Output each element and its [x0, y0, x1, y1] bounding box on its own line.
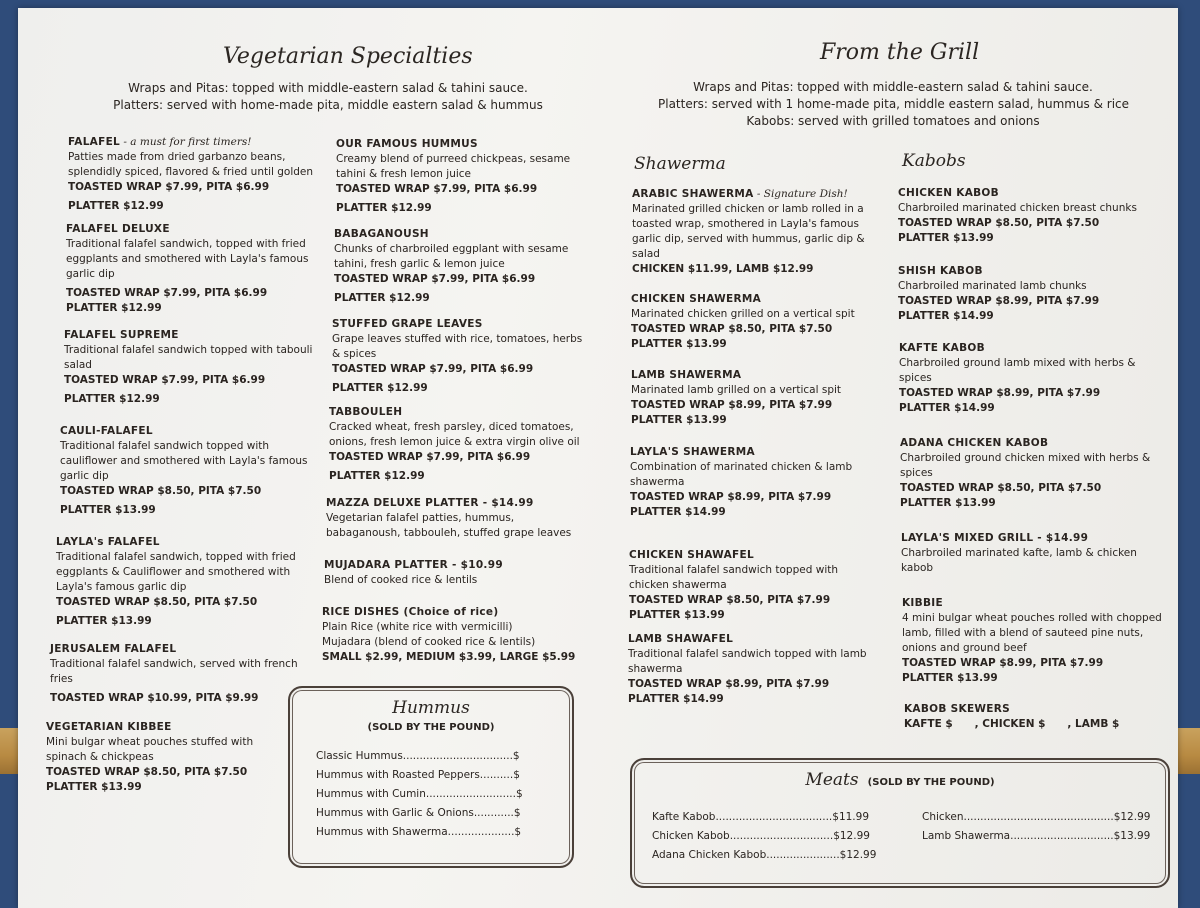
item-price: TOASTED WRAP $7.99, PITA $6.99 — [68, 181, 270, 193]
item-platter-price: PLATTER $14.99 — [628, 693, 724, 705]
item-price: CHICKEN $11.99, LAMB $12.99 — [632, 263, 814, 275]
item-desc: Traditional falafel sandwich topped with lamb shawerma — [628, 648, 867, 675]
item-desc: Traditional falafel sandwich topped with chicken shawerma — [629, 564, 839, 591]
item-price: TOASTED WRAP $8.50, PITA $7.50 — [60, 485, 262, 497]
item-name: STUFFED GRAPE LEAVES — [332, 318, 483, 330]
item-desc: Patties made from dried garbanzo beans, splendidly spiced, flavored & fried until golden — [68, 151, 314, 178]
item-name: FALAFEL DELUXE — [66, 223, 170, 235]
item-price: TOASTED WRAP $7.99, PITA $6.99 — [329, 451, 531, 463]
item-platter-price: PLATTER $13.99 — [56, 615, 152, 627]
item-name: VEGETARIAN KIBBEE — [46, 721, 172, 733]
item-desc: Vegetarian falafel patties, hummus, babaganoush, tabbouleh, stuffed grape leaves — [326, 512, 572, 539]
item-price: TOASTED WRAP $8.50, PITA $7.50 — [631, 323, 833, 335]
item-platter-price: PLATTER $12.99 — [336, 202, 432, 214]
item-desc: Charbroiled marinated lamb chunks — [898, 280, 1087, 292]
veg-intro-line-1: Wraps and Pitas: topped with middle-eastern salad & tahini sauce. — [128, 81, 528, 95]
menu-sheet — [18, 8, 1178, 908]
item-name: CAULI-FALAFEL — [60, 425, 153, 437]
item-price: TOASTED WRAP $10.99, PITA $9.99 — [50, 692, 259, 704]
grill-title: From the Grill — [820, 40, 980, 65]
item-platter-price: PLATTER $12.99 — [66, 302, 162, 314]
veg-intro — [108, 80, 548, 114]
item-name: KAFTE KABOB — [899, 342, 985, 354]
item-platter-price: PLATTER $14.99 — [898, 310, 994, 322]
item-platter-price: PLATTER $13.99 — [900, 497, 996, 509]
item-desc: Plain Rice (white rice with vermicilli) — [322, 621, 513, 633]
item-name: CHICKEN KABOB — [898, 187, 999, 199]
meats-line: Lamb Shawerma...............................$13.99 — [922, 830, 1151, 842]
hummus-box — [288, 686, 574, 868]
item-desc: Mini bulgar wheat pouches stuffed with spinach & chickpeas — [46, 736, 254, 763]
menu-item — [60, 424, 318, 518]
item-price: TOASTED WRAP $8.99, PITA $7.99 — [898, 295, 1100, 307]
item-platter-price: PLATTER $12.99 — [334, 292, 430, 304]
item-price: KAFTE $ , CHICKEN $ , LAMB $ — [904, 718, 1120, 730]
item-name: LAYLA'S MIXED GRILL - $14.99 — [901, 532, 1089, 544]
item-desc: Traditional falafel sandwich, topped with fried eggplants and smothered with Layla's famous garlic dip — [66, 238, 309, 280]
item-price: TOASTED WRAP $7.99, PITA $6.99 — [64, 374, 266, 386]
item-name: LAMB SHAWAFEL — [628, 633, 734, 645]
grill-intro-line-1: Wraps and Pitas: topped with middle-eastern salad & tahini sauce. — [693, 80, 1093, 94]
item-price: TOASTED WRAP $8.50, PITA $7.50 — [900, 482, 1102, 494]
item-name: LAYLA's FALAFEL — [56, 536, 160, 548]
meats-line: Chicken Kabob...............................$12.99 — [652, 830, 870, 842]
item-desc: Creamy blend of purreed chickpeas, sesame tahini & fresh lemon juice — [336, 153, 571, 180]
meats-line: Kafte Kabob...................................$11.99 — [652, 811, 870, 823]
veg-intro-line-2: Platters: served with home-made pita, middle eastern salad & hummus — [113, 98, 543, 112]
item-desc: Mujadara (blend of cooked rice & lentils) — [322, 636, 536, 648]
item-name: FALAFEL SUPREME — [64, 329, 179, 341]
item-name: BABAGANOUSH — [334, 228, 429, 240]
menu-item — [56, 535, 314, 629]
menu-item — [900, 436, 1162, 511]
item-name: CHICKEN SHAWERMA — [631, 293, 762, 305]
hummus-box-title: Hummus — [392, 698, 470, 718]
item-name: MAZZA DELUXE PLATTER - $14.99 — [326, 497, 534, 509]
menu-item — [46, 720, 282, 795]
item-platter-price: PLATTER $13.99 — [631, 414, 727, 426]
item-price: TOASTED WRAP $7.99, PITA $6.99 — [336, 183, 538, 195]
item-name: LAYLA'S SHAWERMA — [630, 446, 755, 458]
item-price: TOASTED WRAP $8.50, PITA $7.50 — [46, 766, 248, 778]
item-note: - a must for first timers! — [123, 136, 252, 148]
shawerma-heading: Shawerma — [634, 154, 726, 174]
meats-box-subtitle: (SOLD BY THE POUND) — [867, 777, 995, 788]
item-desc: Combination of marinated chicken & lamb shawerma — [630, 461, 853, 488]
item-platter-price: PLATTER $12.99 — [329, 470, 425, 482]
item-platter-price: PLATTER $13.99 — [902, 672, 998, 684]
item-name: JERUSALEM FALAFEL — [50, 643, 177, 655]
menu-item — [631, 292, 881, 352]
item-name: ARABIC SHAWERMA — [632, 188, 754, 200]
item-price: TOASTED WRAP $8.50, PITA $7.50 — [898, 217, 1100, 229]
item-desc: Traditional falafel sandwich topped with cauliflower and smothered with Layla's famous garlic dip — [60, 440, 308, 482]
item-desc: Charbroiled ground chicken mixed with herbs & spices — [900, 452, 1151, 479]
item-name: CHICKEN SHAWAFEL — [629, 549, 754, 561]
item-desc: Cracked wheat, fresh parsley, diced tomatoes, onions, fresh lemon juice & extra virgin olive oil — [329, 421, 580, 448]
item-platter-price: PLATTER $13.99 — [60, 504, 156, 516]
meats-box-title: Meats — [805, 770, 859, 790]
menu-item — [898, 264, 1154, 324]
hummus-line: Classic Hummus.................................$ — [316, 750, 520, 762]
menu-item — [632, 187, 882, 277]
menu-item — [324, 558, 574, 588]
item-name: KIBBIE — [902, 597, 943, 609]
menu-item — [322, 605, 584, 665]
item-desc: Traditional falafel sandwich, served with french fries — [50, 658, 298, 685]
item-price: SMALL $2.99, MEDIUM $3.99, LARGE $5.99 — [322, 651, 576, 663]
menu-item — [50, 642, 312, 706]
item-price: TOASTED WRAP $8.50, PITA $7.99 — [629, 594, 831, 606]
menu-item — [904, 702, 1166, 732]
menu-item — [334, 227, 584, 306]
item-desc: Charbroiled marinated chicken breast chunks — [898, 202, 1137, 214]
item-name: LAMB SHAWERMA — [631, 369, 742, 381]
item-name: ADANA CHICKEN KABOB — [900, 437, 1049, 449]
item-desc: Grape leaves stuffed with rice, tomatoes, herbs & spices — [332, 333, 583, 360]
item-platter-price: PLATTER $13.99 — [629, 609, 725, 621]
menu-item — [898, 186, 1154, 246]
item-desc: 4 mini bulgar wheat pouches rolled with chopped lamb, filled with a blend of sauteed pine nuts, onions and ground beef — [902, 612, 1162, 654]
item-platter-price: PLATTER $13.99 — [898, 232, 994, 244]
menu-item — [66, 222, 320, 316]
item-price: TOASTED WRAP $8.99, PITA $7.99 — [899, 387, 1101, 399]
item-name: OUR FAMOUS HUMMUS — [336, 138, 478, 150]
menu-item — [329, 405, 585, 484]
item-price: TOASTED WRAP $7.99, PITA $6.99 — [334, 273, 536, 285]
menu-item — [899, 341, 1155, 416]
menu-item — [901, 531, 1163, 576]
meats-right-list — [922, 808, 1150, 846]
meats-line: Chicken.............................................$12.99 — [922, 811, 1151, 823]
item-price: TOASTED WRAP $8.99, PITA $7.99 — [628, 678, 830, 690]
menu-item — [628, 632, 878, 707]
item-desc: Charbroiled ground lamb mixed with herbs & spices — [899, 357, 1136, 384]
grill-intro-line-3: Kabobs: served with grilled tomatoes and onions — [746, 114, 1040, 128]
item-price: TOASTED WRAP $8.50, PITA $7.50 — [56, 596, 258, 608]
item-platter-price: PLATTER $13.99 — [46, 781, 142, 793]
item-desc: Marinated lamb grilled on a vertical spit — [631, 384, 842, 396]
menu-item — [326, 496, 574, 541]
item-platter-price: PLATTER $14.99 — [899, 402, 995, 414]
item-desc: Marinated grilled chicken or lamb rolled in a toasted wrap, smothered in Layla's famous garlic dip, served with hummus, garlic dip & salad — [632, 203, 865, 260]
grill-intro — [658, 79, 1128, 130]
grill-intro-line-2: Platters: served with 1 home-made pita, middle eastern salad, hummus & rice — [658, 97, 1130, 111]
item-price: TOASTED WRAP $7.99, PITA $6.99 — [66, 287, 268, 299]
item-note: - Signature Dish! — [756, 188, 848, 200]
item-name: TABBOULEH — [329, 406, 403, 418]
hummus-line: Hummus with Shawerma....................$ — [316, 826, 522, 838]
hummus-box-subtitle: (SOLD BY THE POUND) — [367, 722, 495, 733]
item-desc: Traditional falafel sandwich, topped with fried eggplants & Cauliflower and smothered with Layla's famous garlic dip — [56, 551, 296, 593]
kabobs-heading: Kabobs — [902, 151, 966, 171]
item-platter-price: PLATTER $14.99 — [630, 506, 726, 518]
item-price: TOASTED WRAP $8.99, PITA $7.99 — [631, 399, 833, 411]
item-name: KABOB SKEWERS — [904, 703, 1011, 715]
meats-left-list — [652, 808, 876, 865]
item-desc: Chunks of charbroiled eggplant with sesame tahini, fresh garlic & lemon juice — [334, 243, 569, 270]
item-price: TOASTED WRAP $8.99, PITA $7.99 — [630, 491, 832, 503]
hummus-line: Hummus with Garlic & Onions............$ — [316, 807, 521, 819]
item-name: MUJADARA PLATTER - $10.99 — [324, 559, 503, 571]
menu-item — [631, 368, 881, 428]
menu-item — [630, 445, 880, 520]
item-desc: Charbroiled marinated kafte, lamb & chicken kabob — [901, 547, 1137, 574]
meats-box — [630, 758, 1170, 888]
menu-item — [64, 328, 318, 407]
item-platter-price: PLATTER $12.99 — [64, 393, 160, 405]
hummus-line: Hummus with Cumin...........................$ — [316, 788, 523, 800]
menu-item — [68, 135, 318, 214]
menu-item — [902, 596, 1164, 686]
item-desc: Traditional falafel sandwich topped with tabouli salad — [64, 344, 313, 371]
item-name: SHISH KABOB — [898, 265, 983, 277]
item-platter-price: PLATTER $13.99 — [631, 338, 727, 350]
item-desc: Blend of cooked rice & lentils — [324, 574, 478, 586]
item-price: TOASTED WRAP $7.99, PITA $6.99 — [332, 363, 534, 375]
item-platter-price: PLATTER $12.99 — [68, 200, 164, 212]
veg-title: Vegetarian Specialties — [223, 44, 473, 69]
item-platter-price: PLATTER $12.99 — [332, 382, 428, 394]
item-desc: Marinated chicken grilled on a vertical spit — [631, 308, 855, 320]
menu-item — [336, 137, 584, 216]
meats-line: Adana Chicken Kabob......................$12.99 — [652, 849, 877, 861]
item-price: TOASTED WRAP $8.99, PITA $7.99 — [902, 657, 1104, 669]
menu-item — [332, 317, 584, 396]
menu-item — [629, 548, 879, 623]
item-name: FALAFEL — [68, 136, 121, 148]
item-name: RICE DISHES (Choice of rice) — [322, 606, 499, 618]
hummus-line: Hummus with Roasted Peppers..........$ — [316, 769, 520, 781]
